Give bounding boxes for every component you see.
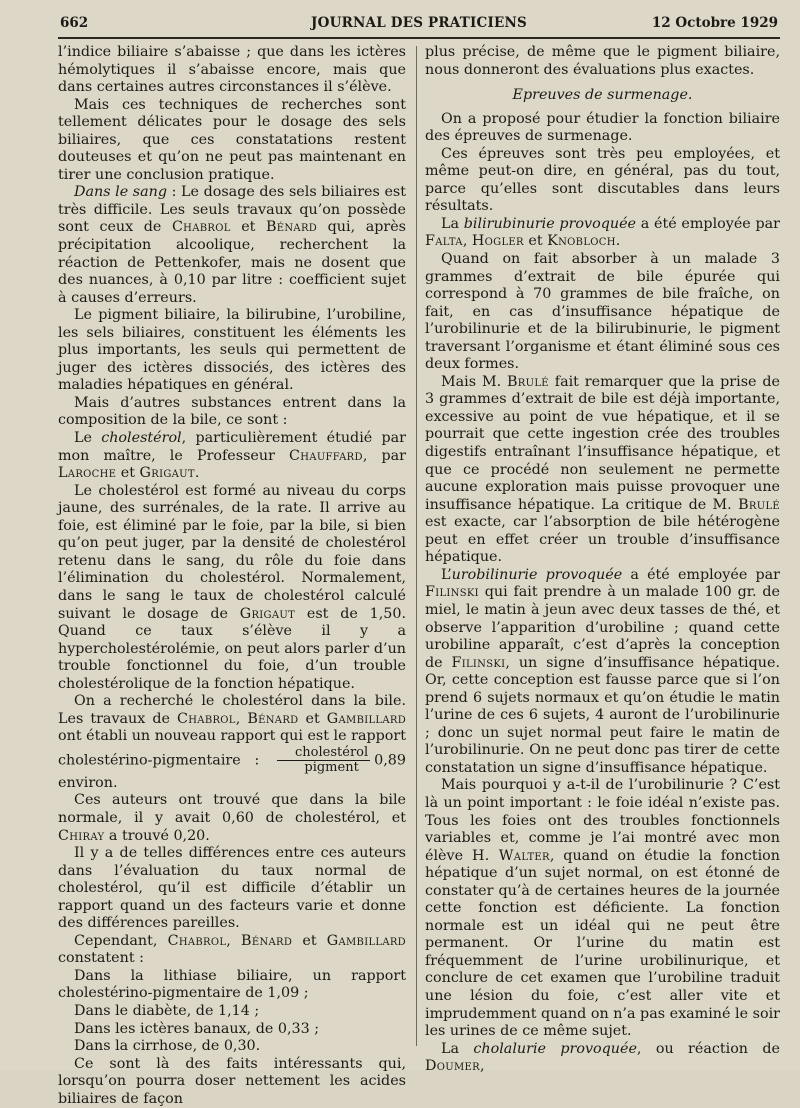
author-name: Chabrol: [167, 932, 227, 949]
author-name: Bénard: [247, 710, 299, 727]
list-item: Dans la lithiase biliaire, un rapport cholestérino-pigmentaire de 1,09 ;: [58, 967, 406, 1002]
running-header: [60, 15, 778, 33]
column-divider: [416, 46, 417, 1046]
ratio-value: 0,89 environ.: [58, 752, 406, 791]
italic-term: cholestérol: [101, 430, 182, 447]
author-name: Grigaut: [239, 605, 296, 622]
paragraph: Le pigment biliaire, la bilirubine, l’urobiline, les sels biliaires, constituent les éléments les plus importants, les seuls qui permettent de juger des ictères dissociés, des ictères des maladies hépatiques en général.: [58, 307, 406, 394]
author-name: Filinski: [425, 584, 479, 601]
author-name: Bénard: [241, 932, 293, 949]
paragraph: La bilirubinurie provoquée a été employée par Falta, Hogler et Knobloch.: [425, 215, 780, 250]
page-number: 662: [60, 15, 89, 31]
paragraph: Mais M. Brulé fait remarquer que la prise de 3 grammes d’extrait de bile est déjà importante, excessive au point de vue hépatique, et il se pourrait que cette ingestion crée des troubles digestifs entraînant l’insuffisance hépatique, et que ce procédé non seulement ne permette aucune exploration mais puisse provoquer une insuffisance hépatique. La critique de M. Brulé est exacte, car l’absorption de bile hétérogène peut en effet créer un trouble d’insuffisance hépatique.: [425, 373, 780, 566]
paragraph: Ces auteurs ont trouvé que dans la bile normale, il y avait 0,60 de cholestérol, et Chiray a trouvé 0,20.: [58, 792, 406, 844]
paragraph: On a proposé pour étudier la fonction biliaire des épreuves de surmenage.: [425, 110, 780, 145]
left-column: [58, 44, 406, 1108]
paragraph: Mais ces techniques de recherches sont tellement délicates pour le dosage des sels biliaires, que ces constatations restent douteuses et qu’on ne peut pas maintenant en tirer une conclusion pratique.: [58, 96, 406, 183]
author-name: Chauffard: [289, 447, 363, 464]
paragraph: Mais d’autres substances entrent dans la composition de la bile, ce sont :: [58, 394, 406, 429]
list-item: Dans la cirrhose, de 0,30.: [74, 1038, 261, 1055]
author-name: Chiray: [58, 827, 105, 844]
author-name: Gambillard: [326, 932, 406, 949]
author-name: Bénard: [265, 219, 318, 236]
paragraph: Cependant, Chabrol, Bénard et Gambillard constatent :: [58, 932, 406, 967]
author-name: Chabrol: [171, 219, 231, 236]
italic-term: cholalurie provoquée: [473, 1040, 637, 1057]
paragraph: Ce sont là des faits intéressants qui, lorsqu’on pourra doser nettement les acides biliaires de façon: [58, 1055, 406, 1107]
italic-term: bilirubinurie provoquée: [463, 215, 636, 232]
author-name: Knobloch: [547, 233, 616, 250]
fraction-denominator: pigment: [304, 759, 359, 775]
italic-term: Dans le sang: [74, 184, 167, 201]
author-name: Chabrol: [177, 710, 236, 727]
author-name: Laroche: [58, 465, 117, 482]
list-item: Dans le diabète, de 1,14 ;: [74, 1002, 260, 1019]
paragraph: La cholalurie provoquée, ou réaction de Doumer,: [425, 1040, 780, 1075]
ratio-fraction: [277, 746, 370, 775]
author-name: Filinski: [451, 654, 506, 671]
italic-term: urobilinurie provoquée: [451, 566, 623, 583]
paragraph: Ces épreuves sont très peu employées, et même peut-on dire, en général, pas du tout, parce qu’elles sont discutables dans leurs résultats.: [425, 145, 780, 215]
right-column: [425, 44, 780, 1076]
author-name: Brulé: [507, 373, 549, 390]
issue-date: 12 Octobre 1929: [651, 15, 778, 31]
author-name: Brulé: [738, 496, 780, 513]
journal-title: JOURNAL DES PRATICIENS: [311, 15, 527, 31]
paragraph: On a recherché le cholestérol dans la bile. Les travaux de Chabrol, Bénard et Gambillard ont établi un nouveau rapport qui est le rapport cholestérino-pigmentaire : $\frac{\text{cholestérol}}{\text{pigment}}$ 0,89 environ.: [58, 693, 407, 791]
author-name: Falta: [425, 233, 463, 250]
author-name: Hogler: [471, 233, 524, 250]
paragraph: Il y a de telles différences entre ces auteurs dans l’évaluation du taux normal de cholestérol, qu’il est difficile d’établir un rapport quand un des facteurs varie et donne des différences pareilles.: [58, 845, 406, 932]
paragraph: plus précise, de même que le pigment biliaire, nous donneront des évaluations plus exactes.: [425, 44, 780, 78]
header-rule: [58, 37, 780, 39]
paragraph: L’urobilinurie provoquée a été employée par Filinski qui fait prendre à un malade 100 gr. de miel, le matin à jeun avec deux tasses de thé, et observe l’apparition d’urobiline ; quand cette urobiline apparaît, c’est d’après la conception de Filinski, un signe d’insuffisance hépatique. Or, cette conception est fausse parce que si l’on prend 6 sujets normaux et qu’on étudie le matin l’urine de ces 6 sujets, 4 auront de l’urobilinurie ; donc un sujet normal peut faire le matin de l’urobilinurie. On ne peut donc pas tirer de cette constatation un signe d’insuffisance hépatique.: [425, 566, 780, 776]
paragraph: Mais pourquoi y a-t-il de l’urobilinurie ? C’est là un point important : le foie idéal n’existe pas. Tous les foies ont des troubles fonctionnels variables et, comme je l’ai montré avec mon élève H. Walter, quand on étudie la fonction hépatique d’un sujet normal, on est étonné de constater qu’à de certaines heures de la journée cette fonction est déficiente. La fonction normale est un idéal qui ne peut être permanent. Or l’urine du matin est fréquemment de l’urine urobilinurique, et conclure de cet examen que l’urobiline traduit une lésion du foie, c’est aller vite et imprudemment quand on n’a pas examiné le soir les urines de ce même sujet.: [425, 777, 780, 1040]
section-heading: Epreuves de surmenage.: [512, 87, 693, 104]
paragraph: l’indice biliaire s’abaisse ; que dans les ictères hémolytiques il s’abaisse encore, mais que dans certaines autres circonstances il s’élève.: [58, 44, 406, 96]
paragraph: Le cholestérol, particulièrement étudié par mon maître, le Professeur Chauffard, par Laroche et Grigaut.: [58, 430, 406, 482]
author-name: Gambillard: [326, 710, 407, 727]
paragraph: Dans le sang : Le dosage des sels biliaires est très difficile. Les seuls travaux qu’on possède sont ceux de Chabrol et Bénard qui, après précipitation alcoolique, recherchent la réaction de Pettenkofer, mais ne dosent que des nuances, à 0,10 par litre : coefficient sujet à causes d’erreurs.: [58, 184, 407, 306]
author-name: H. Walter: [471, 847, 550, 864]
fraction-numerator: cholestérol: [277, 746, 370, 761]
author-name: Grigaut: [139, 465, 195, 482]
list-item: Dans les ictères banaux, de 0,33 ;: [74, 1020, 320, 1037]
paragraph: Le cholestérol est formé au niveau du corps jaune, des surrénales, de la rate. Il arrive au foie, est éliminé par le foie, par la bile, si bien qu’on peut juger, par la densité de cholestérol retenu dans le sang, du rôle du foie dans l’élimination du cholestérol. Normalement, dans le sang le taux de cholestérol calculé suivant le dosage de Grigaut est de 1,50. Quand ce taux s’élève il y a hypercholestérolémie, on peut alors parler d’un trouble fonctionnel du foie, d’un trouble cholestérolique de la fonction hépatique.: [58, 482, 406, 692]
author-name: Doumer: [425, 1058, 480, 1075]
paragraph: Quand on fait absorber à un malade 3 grammes d’extrait de bile épurée qui correspond à 70 grammes de bile fraîche, on fait, en cas d’insuffisance hépatique de l’urobilinurie et de la bilirubinurie, le pigment traversant l’organisme et étant éliminé sous ces deux formes.: [425, 251, 780, 373]
